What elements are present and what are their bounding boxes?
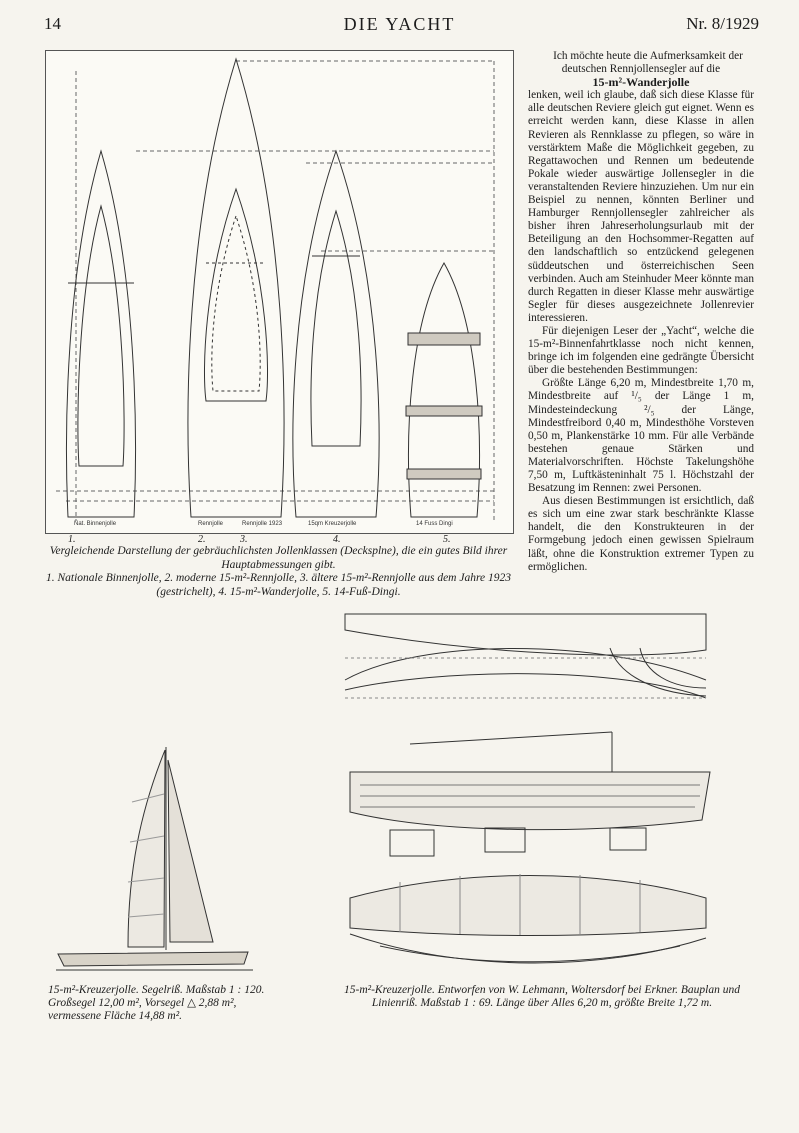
lines-plan-caption: 15-m²-Kreuzerjolle. Entworfen von W. Lehmann, Woltersdorf bei Erkner. Bauplan und Linienriß. Maßstab 1 : 69. Länge über Alles 6,20 m, größte Breite 1,72 m. [343,984,741,1009]
plate-number-3: 3. [240,534,248,545]
construction-plan-drawing [340,730,712,860]
plate-number-1: 1. [68,534,76,545]
article-paragraph-2: Für diejenigen Leser der „Yacht“, welche die 15-m²-Binnenfahrtklasse noch nicht kennen, bringe ich im folgenden eine gedrängte Übersicht über die bestehenden Bestimmungen: [528,324,754,377]
journal-title: DIE YACHT [343,14,456,34]
deck-plan-drawing-lehmann [340,868,712,976]
sail-plan-drawing [48,742,268,977]
article-paragraph-4: Aus diesen Bestimmungen ist ersichtlich, daß es sich um eine zwar stark beschränkte Klasse handelt, die den Konstrukteuren in der Formgebung jedoch einen gewissen Spielraum läßt, ohne die Konstruktion extremer Typen zu ermöglichen. [528,495,754,573]
article-intro: Ich möchte heute die Aufmerksamkeit der deutschen Rennjollensegler auf die [553,50,743,76]
plate-number-4: 4. [333,534,341,545]
sail-plan-caption: 15-m²-Kreuzerjolle. Segelriß. Maßstab 1 : 120. Großsegel 12,00 m², Vorsegel △ 2,88 m², vermessene Fläche 14,88 m². [48,984,265,1022]
issue-number: Nr. 8/1929 [686,14,759,33]
plate-number-2: 2. [198,534,206,545]
hull-label-5: 14 Fuss Dingi [416,521,453,527]
hull-plan-4 [293,151,379,517]
deck-plan-comparison-plate [45,50,514,534]
plate-caption-title: Vergleichende Darstellung der gebräuchlichsten Jollenklassen (Decksplne), die ein gutes Bild ihrer Hauptabmessungen gibt. [49,545,508,571]
hull-plan-1 [67,151,136,517]
hull-label-2: Rennjolle [198,521,224,527]
hull-plan-5 [406,263,482,517]
lines-profile-drawing [340,608,712,708]
article-paragraph-1: lenken, weil ich glaube, daß sich diese Klasse für alle deutschen Reviere gleich gut eignet. Wenn es erreicht werden kann, diese Klasse in allen Revieren als Rennklasse zu pflegen, so wäre in verstärktem Maße die Möglichkeit gegeben, zu Regattawochen und Rennen um bedeutende Pokale wieder auswärtige Jollensegler in die veranstaltenden Reviere hinzuziehen. Um nur ein Beispiel zu nennen, könnten Berliner und Hamburger Rennjollensegler zahlreicher als bisher ihren Jahreserholungsurlaub mit der Beteiligung an den Hochsommer-Regatten auf den landschaftlich so entzückend gelegenen süddeutschen und österreichischen Seen verbinden. Auch am Steinhuder Meer könnte man durch Regatten in dieser Klasse mehr auswärtige Segler für dieses ausgezeichnete Jollenrevier interessieren. [528,89,754,324]
hull-label-3: Rennjolle 1923 [242,521,283,527]
article-paragraph-3: Größte Länge 6,20 m, Mindestbreite 1,70 m, Mindestbreite auf ¹/₅ der Länge 1 m, Mindesteindeckung ²/₅ der Länge, Mindestfreibord 0,40 m, Mindesthöhe Vorsteven 0,50 m, Plankenstärke 10 mm. Für alle Verbände bestehen genaue Stärken und Materialvorschriften. Höchste Takelungshöhe 7,50 m, Luftkästeninhalt 75 l. Höchstzahl der Besatzung im Rennen: zwei Personen. [528,377,754,495]
deck-plan-drawing [46,51,513,533]
construction-plan-svg [340,730,712,860]
lines-profile-svg [340,608,712,708]
hull-labels [74,521,453,527]
hull-label-1: Nat. Binnenjolle [74,521,117,527]
sail-plan-figure [48,742,268,977]
article-column [528,50,754,574]
plate-number-5: 5. [443,534,451,545]
article-heading: 15-m²-Wanderjolle [592,75,690,90]
hull-plan-2-3 [188,59,284,517]
hull-label-4: 15qm Kreuzerjolle [308,521,357,527]
deck-plan-lehmann-svg [340,868,712,976]
plate-caption-legend: 1. Nationale Binnenjolle, 2. moderne 15-m²-Rennjolle, 3. ältere 15-m²-Rennjolle aus dem Jahre 1923 (gestrichelt), 4. 15-m²-Wanderjolle, 5. 14-Fuß-Dingi. [46,572,511,598]
page-number: 14 [44,14,61,33]
